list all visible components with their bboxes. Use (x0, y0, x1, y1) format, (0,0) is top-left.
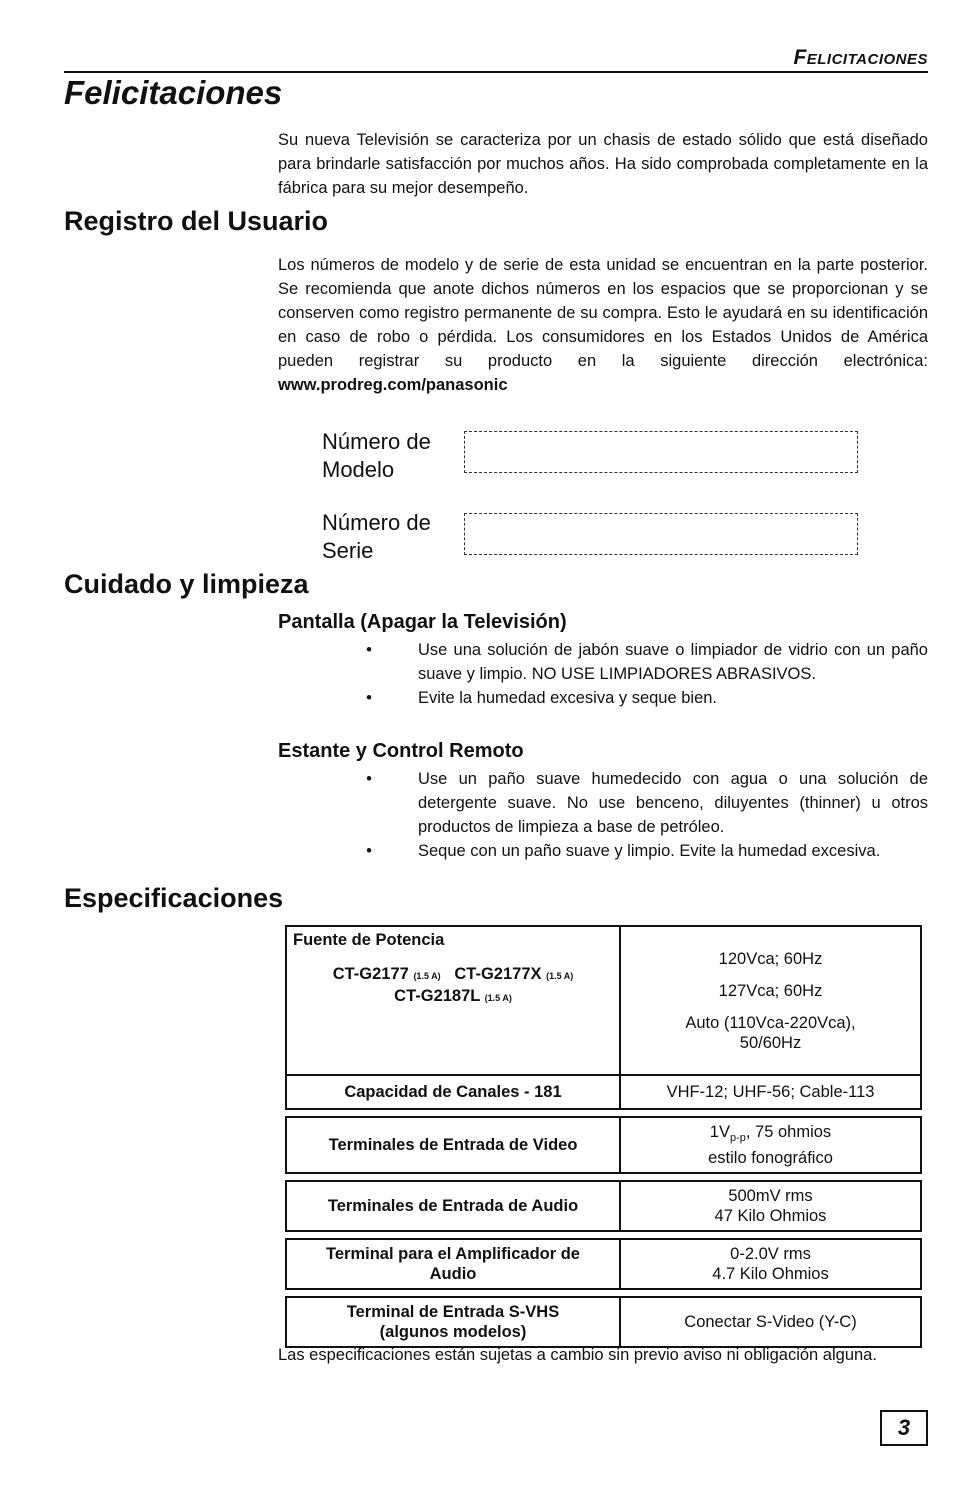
video-connector: estilo fonográfico (708, 1149, 833, 1167)
audio-level: 500mV rms (728, 1187, 813, 1205)
table-spacer (286, 1173, 921, 1181)
model-line-1 (293, 964, 613, 986)
table-cell-label: Capacidad de Canales - 181 (286, 1075, 620, 1109)
intro-paragraph: Su nueva Televisión se caracteriza por un chasis de estado sólido que está diseñado para brindarle satisfacción por muchos años. Ha sido comprobada completamente en la fábrica para su mejor desempeño. (278, 131, 928, 197)
power-source-label: Fuente de Potencia (293, 931, 445, 949)
model-number-box (464, 431, 858, 473)
table-cell-value: Conectar S-Video (Y-C) (620, 1297, 921, 1347)
amp-level: 0-2.0V rms (730, 1245, 811, 1263)
list-item (362, 638, 928, 686)
serial-number-label: Número de Serie (322, 510, 431, 563)
table-spacer (286, 1109, 921, 1117)
table-cell-label (286, 1239, 620, 1289)
frequency-auto: 50/60Hz (739, 1033, 802, 1052)
table-row (286, 926, 921, 1075)
table-row (286, 1075, 921, 1109)
pantalla-list (362, 638, 928, 710)
page-number: 3 (880, 1410, 928, 1446)
table-cell-label: Terminales de Entrada de Audio (286, 1181, 620, 1231)
list-item-text: Use un paño suave humedecido con agua o una solución de detergente suave. No use benceno, diluyentes (thinner) u otros productos de limpieza a base de petróleo. (418, 770, 928, 836)
amp-rating: (1.5 A) (413, 971, 441, 981)
model-number-label: Número de Modelo (322, 429, 431, 482)
spec-table (285, 925, 922, 1348)
table-cell-value: VHF-12; UHF-56; Cable-113 (620, 1075, 921, 1109)
section-title-registro: Registro del Usuario (64, 206, 329, 236)
video-impedance: , 75 ohmios (745, 1123, 832, 1141)
subsection-title-estante: Estante y Control Remoto (278, 740, 524, 762)
video-level-value: 1V (709, 1123, 730, 1141)
section-title-especificaciones: Especificaciones (64, 883, 284, 913)
audio-impedance: 47 Kilo Ohmios (714, 1207, 827, 1225)
table-row (286, 1117, 921, 1173)
bullet-icon: • (366, 842, 372, 860)
power-source-cell (286, 926, 620, 1075)
list-item-text: Evite la humedad excesiva y seque bien. (418, 689, 718, 707)
table-cell-value (620, 1239, 921, 1289)
svhs-label-1: Terminal de Entrada S-VHS (346, 1303, 560, 1321)
list-item (362, 686, 928, 710)
section-title-felicitaciones: Felicitaciones (64, 74, 283, 111)
bullet-icon: • (366, 770, 372, 788)
list-item-text: Seque con un paño suave y limpio. Evite la humedad excesiva. (418, 842, 881, 860)
table-row (286, 1181, 921, 1231)
video-level-subscript: p-p (729, 1132, 746, 1144)
bullet-icon: • (366, 689, 372, 707)
table-spacer (286, 1289, 921, 1297)
model-line-2 (293, 986, 613, 1008)
table-cell-value (620, 1181, 921, 1231)
table-row (286, 1239, 921, 1289)
voltage-120: 120Vca; 60Hz (718, 949, 823, 968)
voltage-127: 127Vca; 60Hz (718, 981, 823, 1000)
amp-terminal-label-1: Terminal para el Amplificador de (326, 1245, 580, 1263)
registration-url: www.prodreg.com/panasonic (278, 376, 508, 394)
video-level (627, 1122, 914, 1148)
amp-terminal-label-2: Audio (429, 1265, 477, 1283)
bullet-icon: • (366, 641, 372, 659)
section-title-cuidado: Cuidado y limpieza (64, 569, 309, 599)
list-item-text: Use una solución de jabón suave o limpiador de vidrio con un paño suave y limpio. NO USE LIMPIADORES ABRASIVOS. (418, 641, 928, 683)
subsection-title-pantalla: Pantalla (Apagar la Televisión) (278, 611, 567, 633)
model-ct-g2177: CT-G2177 (332, 965, 409, 983)
table-cell-label (286, 1297, 620, 1347)
header-rule (64, 71, 928, 73)
amp-impedance: 4.7 Kilo Ohmios (712, 1265, 829, 1283)
table-cell-value (620, 1117, 921, 1173)
power-values-cell (620, 926, 921, 1075)
svhs-label-2: (algunos modelos) (379, 1323, 527, 1341)
registro-text: Los números de modelo y de serie de esta unidad se encuentran en la parte posterior. Se recomienda que anote dichos números en los espacios que se proporcionan y se conserven como registro permanente de su compra. Esto le ayudará en su identificación en caso de robo o pérdida. Los consumidores en los Estados Unidos de América pueden registrar su producto en la siguiente dirección electrónica: (278, 256, 928, 370)
table-spacer (286, 1231, 921, 1239)
running-head: Felicitaciones (793, 46, 928, 69)
amp-rating: (1.5 A) (546, 971, 574, 981)
estante-list (362, 767, 928, 863)
registro-paragraph (278, 253, 928, 397)
serial-number-box (464, 513, 858, 555)
amp-rating: (1.5 A) (484, 993, 512, 1003)
model-ct-g2187l: CT-G2187L (394, 987, 481, 1005)
list-item (362, 767, 928, 839)
voltage-auto: Auto (110Vca-220Vca), (685, 1013, 856, 1032)
model-ct-g2177x: CT-G2177X (454, 965, 542, 983)
table-cell-label: Terminales de Entrada de Video (286, 1117, 620, 1173)
table-row (286, 1297, 921, 1347)
list-item (362, 839, 928, 863)
spec-note: Las especificaciones están sujetas a cambio sin previo aviso ni obligación alguna. (278, 1346, 877, 1364)
